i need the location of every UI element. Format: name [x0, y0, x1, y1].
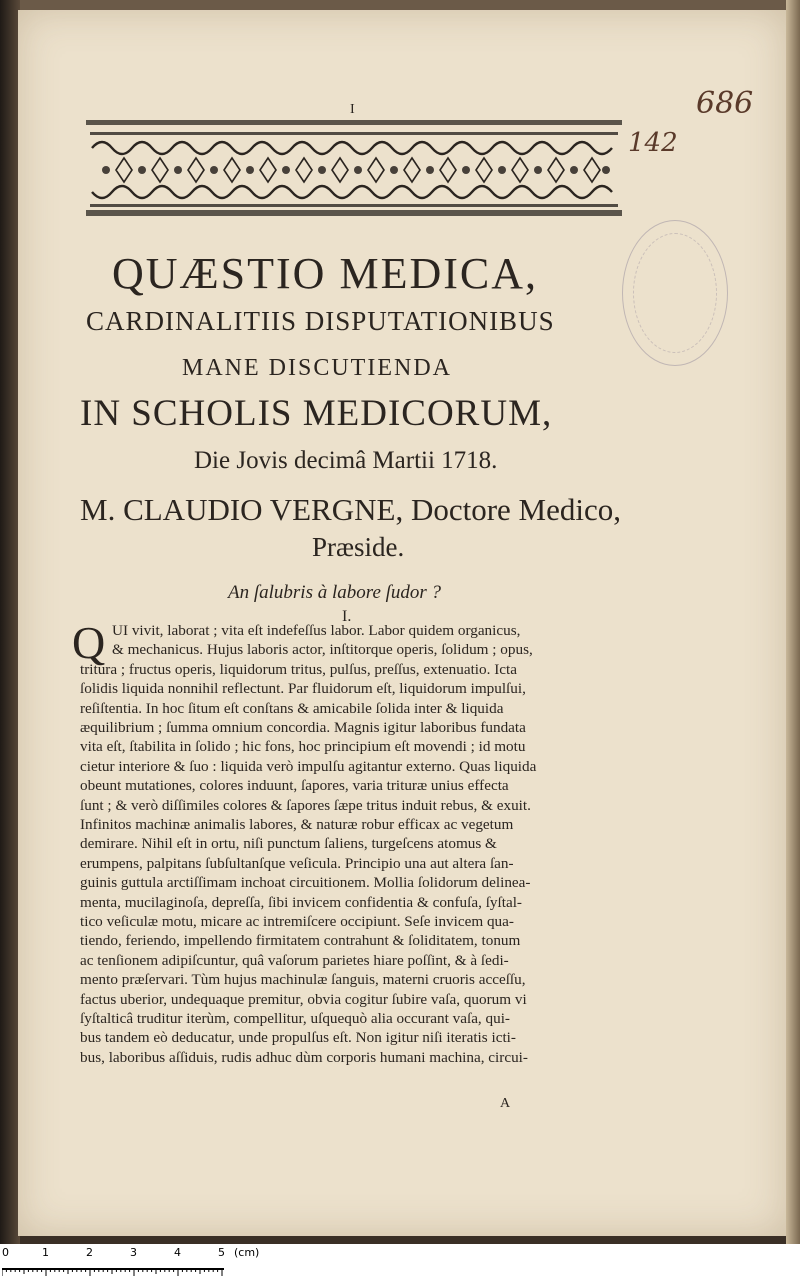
- decorative-header-ornament: [86, 118, 622, 222]
- book-spine: [0, 0, 20, 1244]
- title-line-3: MANE DISCUTIENDA: [182, 355, 452, 381]
- title-line-4: IN SCHOLIS MEDICORUM,: [80, 393, 553, 434]
- body-line: ſyſtalticâ truditur iterùm, compellitur, uſquequò alia occurant vaſa, qui-: [80, 1010, 510, 1027]
- body-line: guinis guttula arctiſſimam inchoat circuitionem. Mollia ſolidorum delinea-: [80, 874, 531, 892]
- ruler-unit: (cm): [234, 1246, 260, 1259]
- body-line: UI vivit, laborat ; vita eſt indefeſſus labor. Labor quidem organicus,: [112, 622, 521, 639]
- body-line: Infinitos machinæ animalis labores, & naturæ robur efficax ac vegetum: [80, 816, 514, 833]
- body-line: ſunt ; & verò diſſimiles colores & ſapores ſæpe tritus induit rebus, & exuit.: [80, 796, 531, 814]
- body-line: factus uberior, undequaque premitur, obvia cogitur ſubire vaſa, quorum vi: [80, 990, 527, 1008]
- body-line: ſolidis liquida nonnihil reflectunt. Par fluidorum eſt, liquidorum impulſui,: [80, 680, 526, 698]
- body-line: bus tandem eò deducatur, unde propulſus eſt. Non igitur niſi iteratis icti-: [80, 1029, 516, 1047]
- body-line: erumpens, palpitans ſubſultanſque veſicula. Principio una aut altera ſan-: [80, 854, 514, 872]
- body-line: obeunt mutationes, colores induunt, ſapores, varia trituræ unius effecta: [80, 777, 509, 795]
- handwritten-side-number: 142: [628, 128, 678, 158]
- ruler-label-4: 4: [174, 1246, 181, 1259]
- drop-cap: Q: [72, 617, 106, 668]
- body-line: vita eſt, ſtabilita in ſolido ; hic fons, hoc principium eſt movendi ; id motu: [80, 738, 526, 756]
- body-line: bus, laboribus aſſiduis, rudis adhuc dùm corporis humani machina, circui-: [80, 1048, 528, 1066]
- body-line: menta, mucilaginoſa, depreſſa, ſibi invicem confidentia & confuſa, ſyſtal-: [80, 893, 522, 911]
- body-line: mento præſervari. Tùm hujus machinulæ ſanguis, materni cruoris acceſſu,: [80, 971, 526, 989]
- body-line: reſiſtentia. In hoc ſitum eſt conſtans & amicabile ſolida inter & liquida: [80, 699, 504, 717]
- ruler-label-5: 5: [218, 1246, 225, 1259]
- body-line: & mechanicus. Hujus laboris actor, inſtitorque operis, ſolidum ; opus,: [112, 641, 533, 659]
- ruler-ticks: [2, 1262, 226, 1276]
- praeses-name: M. CLAUDIO VERGNE, Doctore Medico,: [80, 492, 621, 527]
- ruler-label-0: 0: [2, 1246, 9, 1259]
- page-header-number: I: [350, 102, 355, 117]
- thesis-question: An ſalubris à labore ſudor ?: [228, 582, 442, 603]
- library-stamp: [622, 220, 728, 366]
- ruler-label-1: 1: [42, 1246, 49, 1259]
- body-line: tritura ; fructus operis, liquidorum tritus, pulſus, preſſus, extenuatio. Icta: [80, 660, 517, 678]
- page-stack-edge: [786, 0, 800, 1244]
- section-number: I.: [342, 608, 352, 625]
- praeses-label: Præside.: [312, 532, 405, 562]
- handwritten-top-number: 686: [696, 86, 754, 121]
- body-line: ac tenſionem adipiſcuntur, quâ vaſorum parietes hiare poſſint, & à ſedi-: [80, 951, 509, 969]
- body-line: cietur interiore & ſuo : liquida verò impulſu agitantur externo. Quas liquida: [80, 757, 537, 775]
- body-line: tiendo, feriendo, impellendo firmitatem contrahunt & ſoliditatem, tonum: [80, 932, 521, 950]
- title-line-1: QUÆSTIO MEDICA,: [112, 249, 538, 298]
- body-line: æquilibrium ; ſumma omnium concordia. Magnis igitur laboribus fundata: [80, 719, 526, 736]
- ruler-label-3: 3: [130, 1246, 137, 1259]
- body-line: demirare. Nihil eſt in ortu, niſi punctum ſaliens, turgeſcens atomus &: [80, 835, 497, 853]
- title-line-2: CARDINALITIIS DISPUTATIONIBUS: [86, 306, 555, 336]
- body-line: tico veſiculæ motu, micare ac intremiſcere occipiunt. Seſe invicem qua-: [80, 913, 514, 930]
- date-line: Die Jovis decimâ Martii 1718.: [194, 447, 498, 474]
- signature-mark: A: [500, 1096, 511, 1111]
- ruler-label-2: 2: [86, 1246, 93, 1259]
